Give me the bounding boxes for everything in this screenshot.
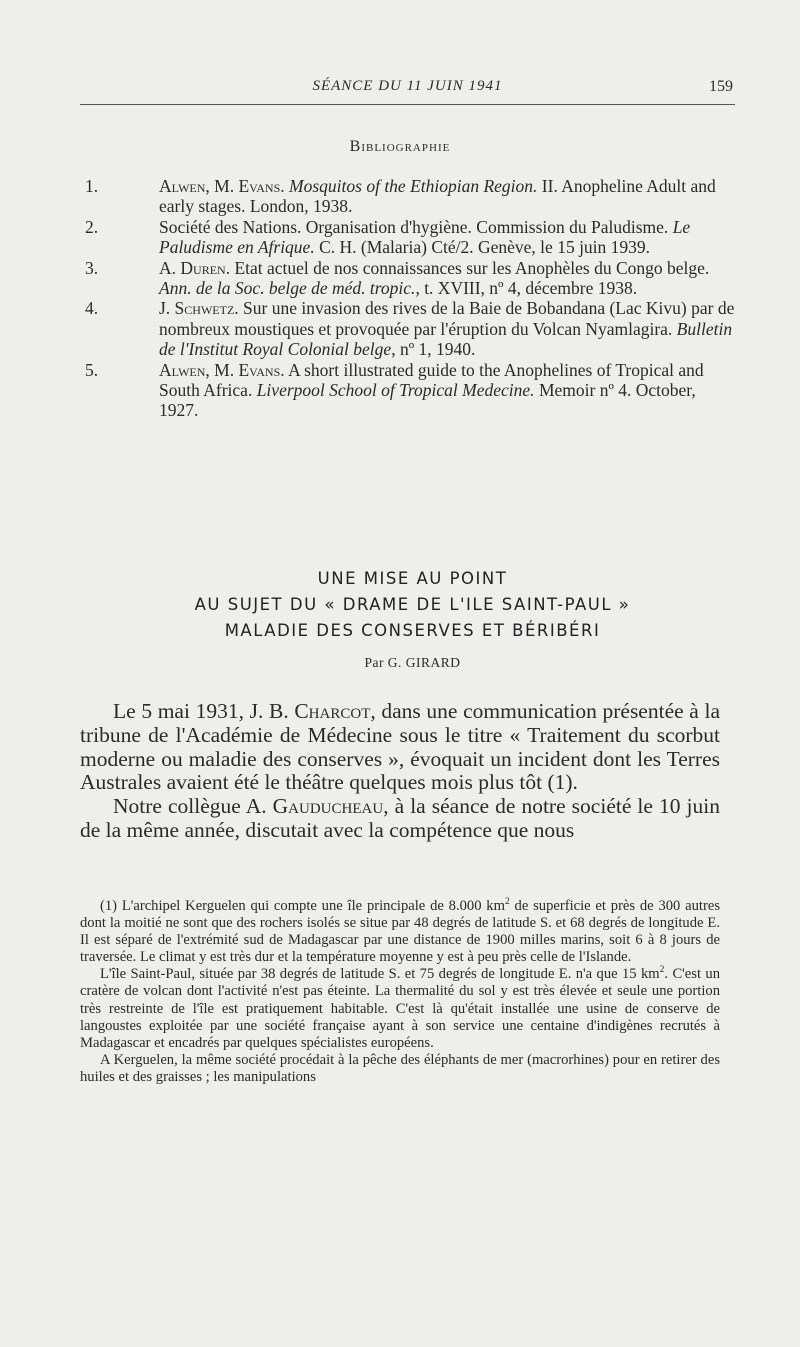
entry-description: Société des Nations. Organisation d'hygiène. Commission du Paludisme. xyxy=(159,216,673,237)
bibliography-entry xyxy=(85,217,735,258)
article-title-line: AU SUJET DU « DRAME DE L'ILE SAINT-PAUL » xyxy=(194,595,631,614)
article-body xyxy=(80,700,720,843)
bibliography-entry xyxy=(85,360,735,421)
entry-author: Alwen, M. Evans. xyxy=(159,176,285,196)
entry-title: Bulletin de l'Institut Royal Colonial belge xyxy=(159,318,733,360)
page-number: 159 xyxy=(709,78,733,95)
bibliography-entry xyxy=(85,176,735,217)
superscript: 2 xyxy=(504,897,510,908)
bibliography-heading: Bibliographie xyxy=(349,138,451,155)
article-title xyxy=(90,566,735,644)
entry-number: 3. xyxy=(85,257,99,278)
entry-number: 1. xyxy=(85,176,99,196)
entry-number: 4. xyxy=(85,298,99,319)
footnotes xyxy=(80,898,720,1086)
article-title-line: MALADIE DES CONSERVES ET BÉRIBÉRI xyxy=(224,621,601,640)
entry-details: , nº 1, 1940. xyxy=(391,339,476,360)
superscript: 2 xyxy=(659,965,665,976)
entry-title: Mosquitos of the Ethiopian Region. xyxy=(289,176,538,196)
person-name: Gauducheau xyxy=(272,794,384,819)
body-paragraph xyxy=(80,700,720,795)
article-title-line: UNE MISE AU POINT xyxy=(317,569,508,588)
text-run: Le 5 mai 1931, J. B. xyxy=(113,699,295,723)
text-run: , dans une communication présentée à la tribune de l'Académie de Médecine sous le titre « Traitement du scorbut moderne ou maladie des conserves », évoquait un incident dont les Terres Australes avaient été le théâtre quelques mois plus tôt (1). xyxy=(80,699,720,795)
entry-number: 2. xyxy=(85,216,99,237)
body-paragraph xyxy=(80,795,720,843)
text-run: , à la séance de notre société le 10 juin de la même année, discutait avec la compétence que nous xyxy=(80,794,720,842)
entry-details: , t. XVIII, nº 4, décembre 1938. xyxy=(415,278,638,299)
entry-description: A short illustrated guide to the Anophelines of Tropical and South Africa. xyxy=(159,359,704,401)
footnote-paragraph: A Kerguelen, la même société procédait à la pêche des éléphants de mer (macrorhines) pour en retirer des huiles et des graisses ; les manipulations xyxy=(80,1051,720,1085)
page-header xyxy=(80,72,735,105)
footnote-paragraph xyxy=(80,966,720,1051)
entry-details: C. H. (Malaria) Cté/2. Genève, le 15 juin 1939. xyxy=(314,237,651,258)
text-run: Notre collègue A. xyxy=(113,794,273,819)
entry-details: Memoir nº 4. October, 1927. xyxy=(159,380,696,421)
entry-author: Alwen, M. Evans. xyxy=(159,359,285,380)
entry-author: A. Duren. xyxy=(159,257,231,278)
entry-author: J. Schwetz. xyxy=(159,298,239,319)
person-name: Charcot xyxy=(294,699,371,723)
bibliography-list xyxy=(85,176,735,421)
footnote-paragraph xyxy=(80,898,720,966)
entry-number: 5. xyxy=(85,359,99,380)
byline: Par G. GIRARD xyxy=(364,655,461,670)
running-title: SÉANCE DU 11 JUIN 1941 xyxy=(312,78,503,94)
entry-description: Sur une invasion des rives de la Baie de Bobandana (Lac Kivu) par de nombreux moustiques et provoquée par l'éruption du Volcan Nyamlagira. xyxy=(159,298,735,339)
entry-title: Ann. de la Soc. belge de méd. tropic. xyxy=(159,278,416,299)
text-run: . C'est un cratère de volcan dont l'activité n'est pas éteinte. La thermalité du sol y est très élevée et seule une portion très restreinte de l'île est pratiquement habitable. C'est là qu'était installée une usine de conserve de langoustes exploitée par une société française ayant à son service une centaine d'indigènes recrutés à Madagascar et encadrés par quelques spécialistes européens. xyxy=(80,966,721,1051)
entry-details: II. Anopheline Adult and early stages. London, 1938. xyxy=(159,176,716,217)
bibliography-entry xyxy=(85,258,735,299)
bibliography-entry xyxy=(85,298,735,359)
entry-title: Liverpool School of Tropical Medecine. xyxy=(256,380,535,401)
entry-title: Le Paludisme en Afrique. xyxy=(159,216,691,258)
entry-description: Etat actuel de nos connaissances sur les Anophèles du Congo belge. xyxy=(230,257,710,278)
text-run: L'île Saint-Paul, située par 38 degrés de latitude S. et 75 degrés de longitude E. n'a que 15 km xyxy=(100,966,660,983)
text-run: de superficie et près de 300 autres dont la moitié ne sont que des rochers isolés se situe par 48 degrés de latitude S. et 68 degrés de longitude E. Il est séparé de l'extrémité sud de Madagascar par une distance de 1900 milles marins, soit 6 à 8 jours de traversée. Le climat y est très dur et la température moyenne y est à peu près celle de l'Islande. xyxy=(80,898,720,966)
text-run: (1) L'archipel Kerguelen qui compte une île principale de 8.000 km xyxy=(100,898,505,914)
